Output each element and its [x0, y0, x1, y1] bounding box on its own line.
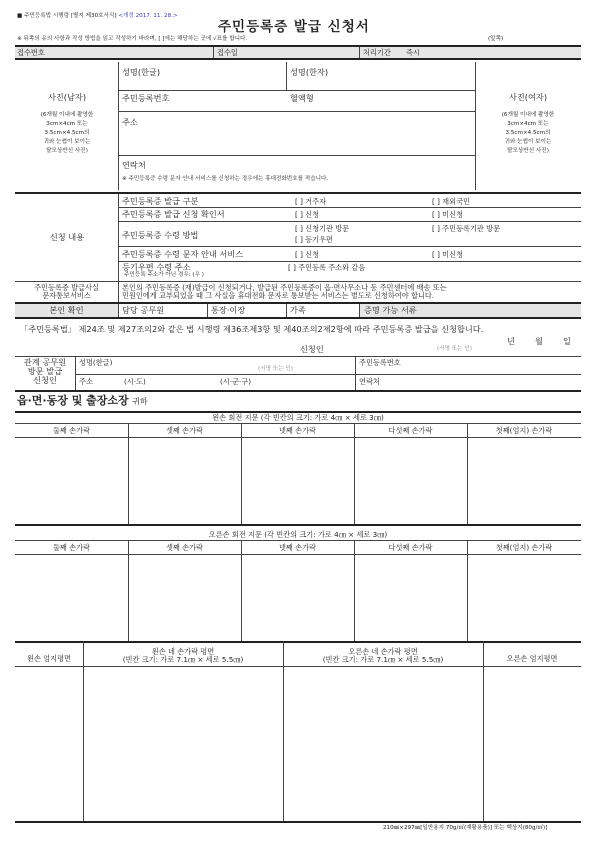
identity-official-option[interactable]: 담당 공무원: [122, 305, 165, 315]
confirmation-apply-checkbox[interactable]: [ ] 신청: [295, 210, 320, 219]
photo-female-note: (6개월 이내에 촬영한 3cm×4cm 또는 3.5cm×4.5cm의 귀와 눈썹이 보이는 탈모상반신 사진): [501, 112, 555, 154]
receipt-date-label: 접수일: [217, 48, 238, 57]
official-visit-city[interactable]: (시·군·구): [220, 377, 252, 386]
identity-family-option[interactable]: 가족: [290, 305, 306, 315]
identity-head-option[interactable]: 통장·이장: [211, 305, 246, 315]
page-title: 주민등록증 발급 신청서: [218, 19, 370, 35]
processing-period-label: 처리기간: [363, 48, 391, 57]
official-visit-address-field[interactable]: 주소: [79, 377, 93, 386]
date-year[interactable]: 년: [507, 336, 515, 346]
resident-number-field[interactable]: 주민등록번호: [122, 93, 170, 103]
left-rotated-col-4: 넷째 손가락: [278, 426, 316, 435]
identity-document-option[interactable]: 증명 가능 서류: [364, 305, 417, 315]
left-rotated-col-3: 셋째 손가락: [165, 426, 203, 435]
page-side: (앞쪽): [488, 36, 504, 42]
mail-address-sub[interactable]: 주민등록 주소가 아닌 경우: (우 ): [124, 272, 204, 278]
right-rotated-col-3: 셋째 손가락: [165, 543, 203, 552]
official-visit-resident-number-field[interactable]: 주민등록번호: [359, 358, 401, 367]
right-rotated-col-4: 넷째 손가락: [278, 543, 316, 552]
confirmation-label: 주민등록증 발급 신청 확인서: [122, 209, 225, 219]
official-visit-label: 관계 공무원 방문 발급 신청인: [23, 357, 67, 385]
left-four-flat-size: (빈칸 크기: 가로 7.1㎝ × 세로 5.5㎝): [122, 655, 244, 664]
date-month[interactable]: 월: [535, 336, 543, 346]
issue-type-resident-checkbox[interactable]: [ ] 거주자: [295, 197, 327, 206]
official-visit-sign-hint[interactable]: (서명 또는 인): [258, 366, 293, 372]
mail-same-address-checkbox[interactable]: [ ] 주민등록 주소와 같음: [288, 263, 366, 272]
photo-female-title: 사진(여자): [508, 92, 548, 102]
right-rotated-col-2: 둘째 손가락: [52, 543, 90, 552]
official-visit-contact-field[interactable]: 연락처: [359, 377, 380, 386]
receive-method-label: 주민등록증 수령 방법: [122, 230, 199, 240]
right-rotated-col-thumb: 첫째(엄지) 손가락: [495, 543, 553, 552]
law-reference: ■ 주민등록법 시행령 [별지 제30호서식] <개정 2017. 11. 28.>: [17, 13, 178, 19]
notify-service-label: 주민등록증 발급사실 문자통보서비스: [34, 283, 99, 300]
address-field[interactable]: 주소: [122, 117, 138, 127]
left-rotated-col-5: 다섯째 손가락: [388, 426, 433, 435]
applicant-sign-hint[interactable]: (서명 또는 인): [437, 346, 472, 352]
paper-spec-footer: 210㎜×297㎜[일반용지 70g/㎡(재활용품)] 또는 백상지(80g/㎡)]: [383, 825, 548, 831]
official-visit-province[interactable]: (시·도): [124, 377, 146, 386]
blood-type-field[interactable]: 혈액형: [290, 93, 314, 103]
photo-male-title: 사진(남자): [47, 92, 87, 102]
right-thumb-flat-label: 오른손 엄지평면: [506, 654, 558, 663]
notify-service-text: 본인의 주민등록증 (재)발급이 신청되거나, 발급된 주민등록증이 읍·면사무소나 동 주민센터에 배송 또는 민원인에게 교부되었을 때 그 사실을 휴대전화 문자로 통보받는 서비스는 별도로 신청하여야 합니다.: [122, 283, 447, 300]
receive-visit-registry-checkbox[interactable]: [ ] 주민등록기관 방문: [432, 224, 501, 233]
contact-note: ※ 주민등록증 수령 문자 안내 서비스를 신청하는 경우에는 휴대전화번호를 적습니다.: [122, 176, 329, 182]
right-rotated-title: 오른손 회전 지문 (각 빈칸의 크기: 가로 4㎝ × 세로 3㎝): [208, 530, 388, 539]
contact-field[interactable]: 연락처: [122, 160, 146, 170]
issue-type-label: 주민등록증 발급 구분: [122, 196, 199, 206]
issue-type-overseas-checkbox[interactable]: [ ] 재외국민: [432, 197, 470, 206]
right-four-flat-label: 오른손 네 손가락 평면: [348, 647, 418, 656]
left-rotated-col-thumb: 첫째(엄지) 손가락: [495, 426, 553, 435]
photo-male-note: (6개월 이내에 촬영한 3cm×4cm 또는 3.5cm×4.5cm의 귀와 눈썹이 보이는 탈모상반신 사진): [40, 112, 94, 154]
mail-address-label: 등기우편 수령 주소: [122, 262, 191, 272]
receive-visit-agency-checkbox[interactable]: [ ] 신청기관 방문: [295, 224, 350, 233]
left-rotated-title: 왼손 회전 지문 (각 빈칸의 크기: 가로 4㎝ × 세로 3㎝): [212, 413, 384, 422]
revision-note: <개정 2017. 11. 28.>: [118, 13, 178, 19]
identity-check-label: 본인 확인: [49, 305, 84, 315]
right-four-flat-size: (빈칸 크기: 가로 7.1㎝ × 세로 5.5㎝): [322, 655, 444, 664]
declaration-text: 「주민등록법」 제24조 및 제27조의2와 같은 법 시행령 제36조제3항 및 제40조의2제2항에 따라 주민등록증 발급을 신청합니다.: [20, 324, 484, 334]
recipient: 읍·면·동장 및 출장소장 귀하: [17, 394, 148, 407]
sms-service-apply-checkbox[interactable]: [ ] 신청: [295, 250, 320, 259]
right-rotated-col-5: 다섯째 손가락: [388, 543, 433, 552]
receive-registered-mail-checkbox[interactable]: [ ] 등기우편: [295, 235, 333, 244]
left-four-flat-label: 왼손 네 손가락 평면: [151, 647, 215, 656]
instructions: ※ 뒤쪽의 유의 사항과 작성 방법을 읽고 작성하기 바라며, [ ]에는 해당하는 곳에 √표를 합니다.: [17, 36, 248, 42]
official-visit-name-field[interactable]: 성명(한글): [79, 358, 113, 367]
sms-service-decline-checkbox[interactable]: [ ] 미신청: [432, 250, 464, 259]
receipt-row: [15, 47, 581, 58]
application-section-label: 신청 내용: [49, 232, 85, 242]
sms-service-label: 주민등록증 수령 문자 안내 서비스: [122, 249, 244, 259]
name-korean-field[interactable]: 성명(한글): [122, 67, 161, 77]
processing-period-value: 즉시: [406, 48, 420, 57]
name-hanja-field[interactable]: 성명(한자): [290, 67, 329, 77]
date-day[interactable]: 일: [563, 336, 571, 346]
confirmation-decline-checkbox[interactable]: [ ] 미신청: [432, 210, 464, 219]
receipt-number-label: 접수번호: [17, 48, 45, 57]
left-thumb-flat-label: 왼손 엄지평면: [27, 654, 71, 663]
left-rotated-col-2: 둘째 손가락: [52, 426, 90, 435]
applicant-sign-label: 신청인: [300, 344, 324, 354]
